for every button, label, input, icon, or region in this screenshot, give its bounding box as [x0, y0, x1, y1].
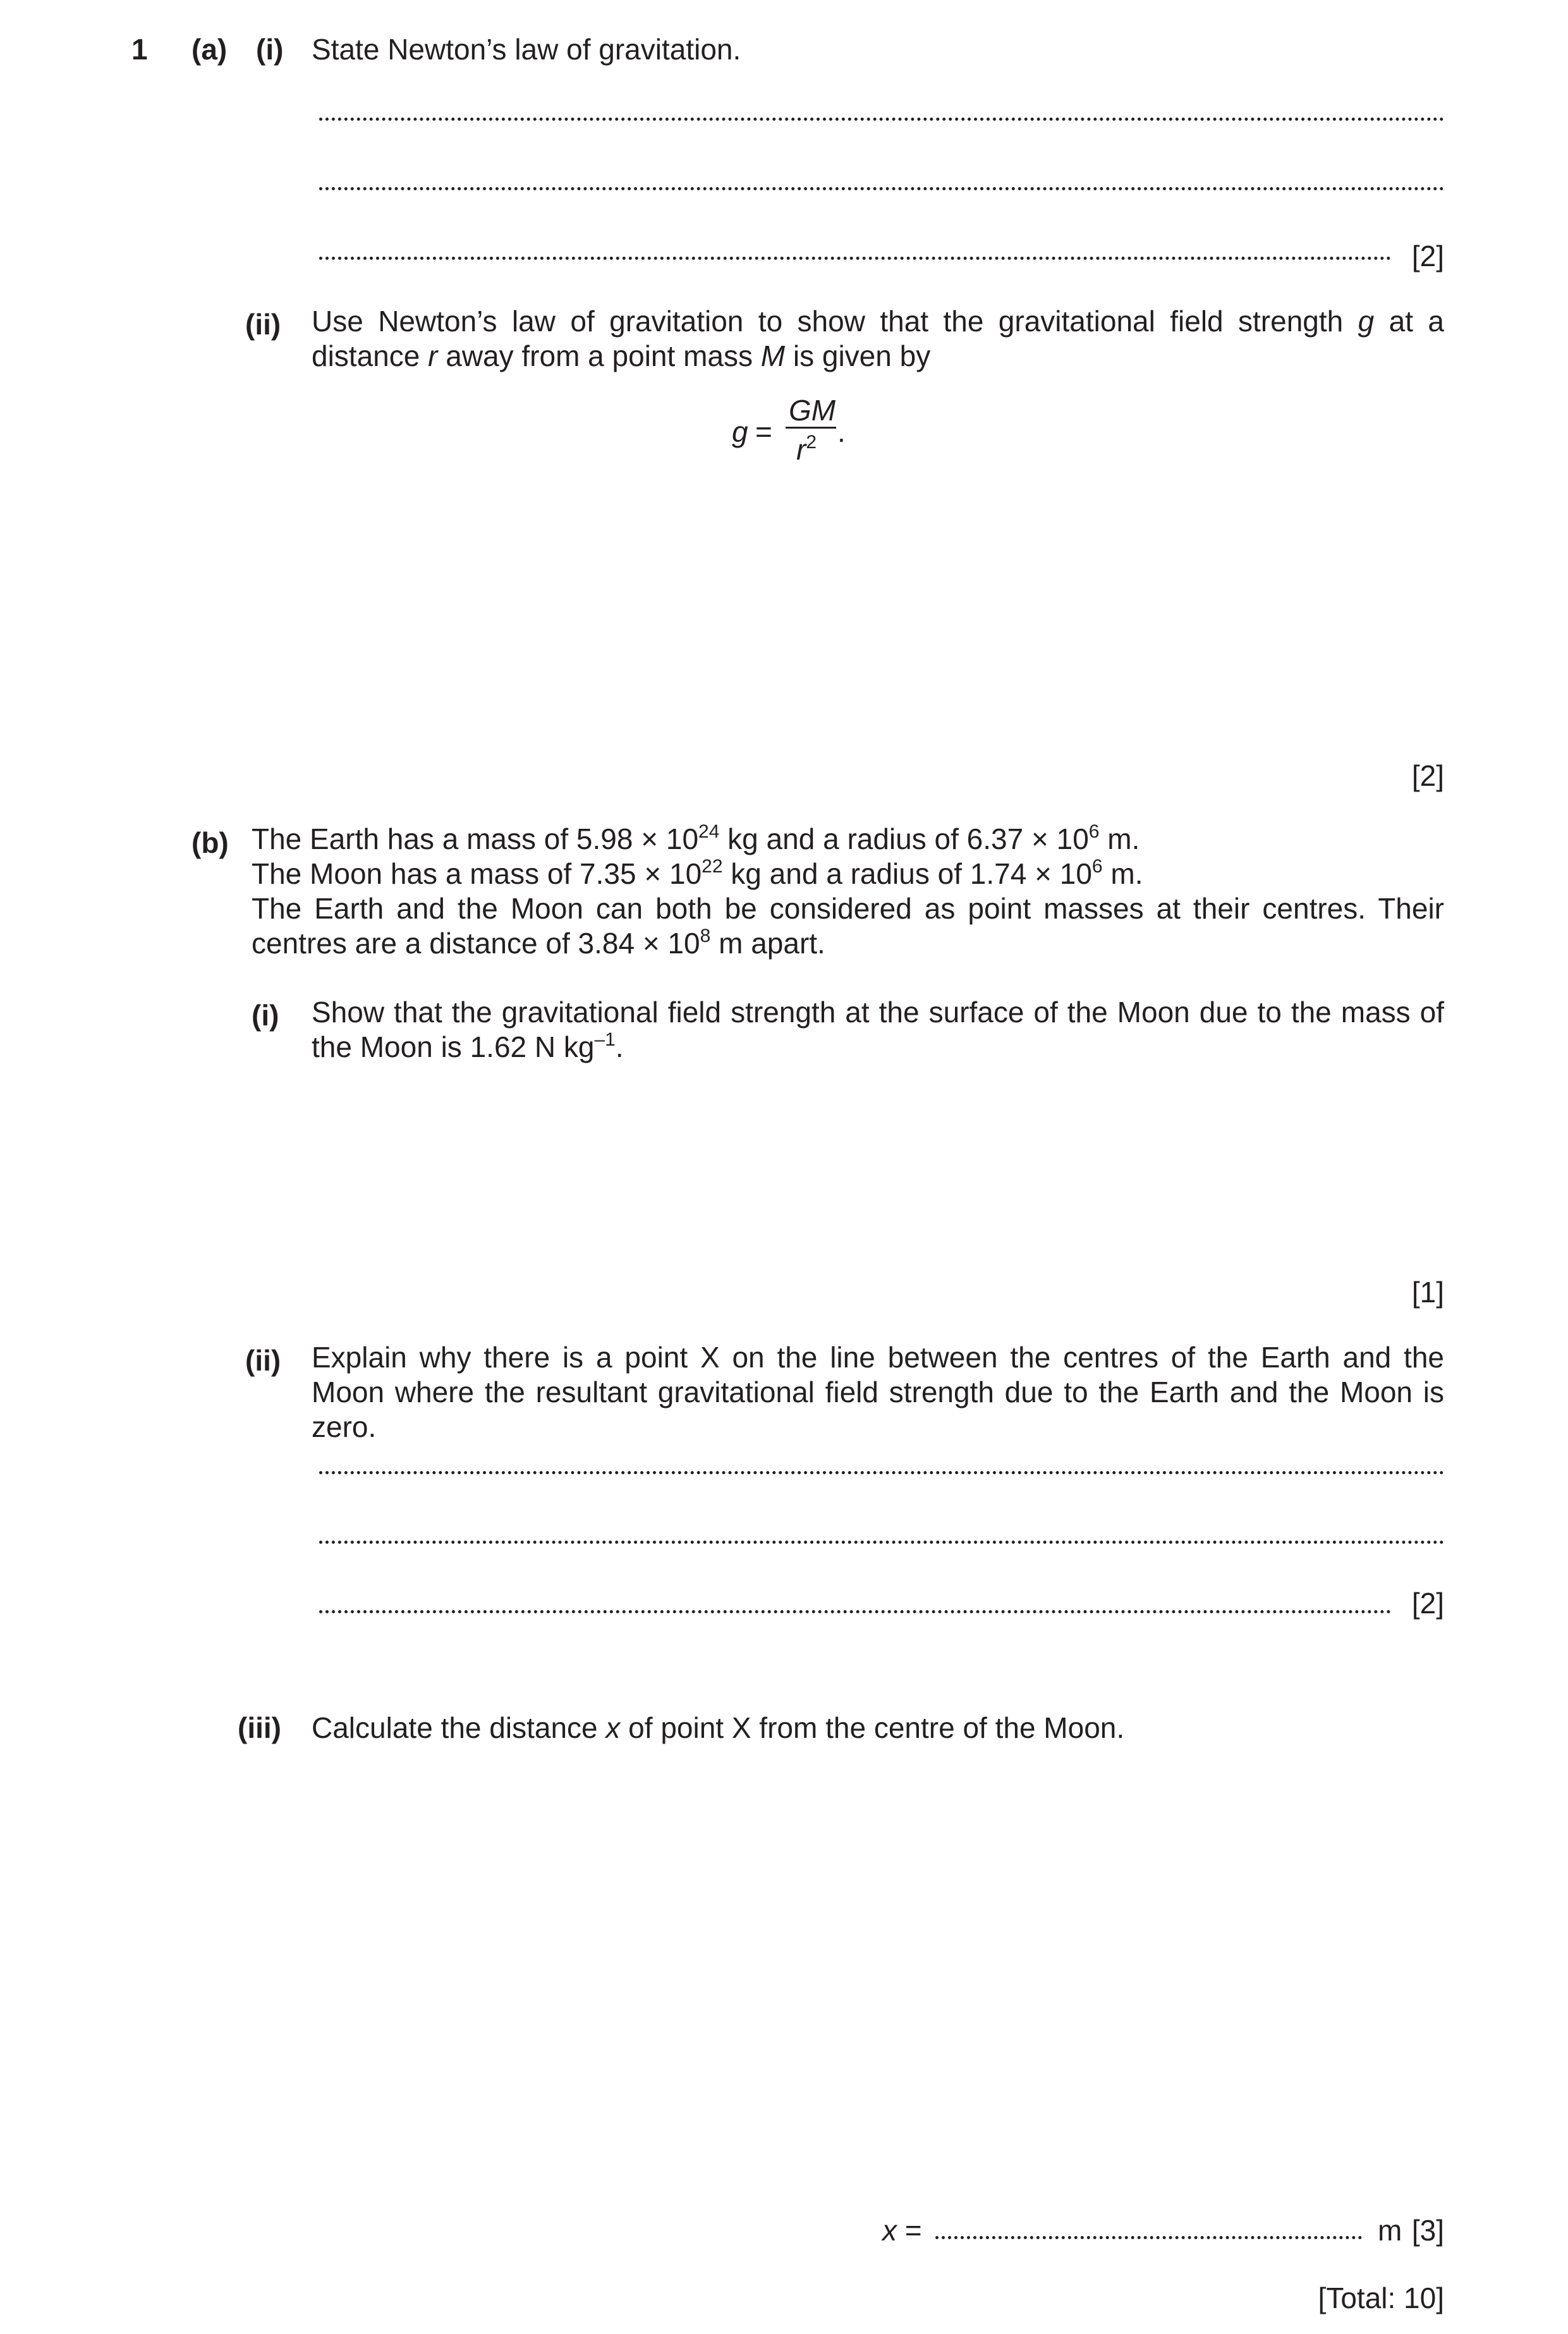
question-text: is given by [785, 339, 931, 372]
exponent: 8 [700, 926, 711, 946]
part-b-iii-question [312, 1713, 1124, 1742]
exponent: 24 [698, 821, 720, 842]
question-text: Calculate the distance [312, 1711, 606, 1744]
exponent: 6 [1088, 821, 1100, 842]
part-b-i-question [312, 995, 1444, 1065]
stem-text: m apart. [710, 927, 825, 960]
answer-line[interactable] [319, 1610, 1391, 1613]
mark-allocation: [3] [1411, 2214, 1444, 2247]
mark-allocation: [2] [1411, 759, 1444, 792]
stem-text: m. [1099, 822, 1140, 855]
part-b-line-3 [252, 891, 1444, 961]
part-b-line-1 [252, 822, 1444, 857]
symbol-x: x [605, 1711, 621, 1744]
answer-line[interactable] [319, 1471, 1444, 1474]
part-b-ii-question: Explain why there is a point X on the line between the centres of the Earth and the Moon where the resultant gravitational field strength due to the Earth and the Moon is zero. [312, 1341, 1444, 1443]
part-a-ii-label: (ii) [245, 308, 281, 341]
mark-allocation: [2] [1411, 1587, 1444, 1620]
symbol-r: r [428, 339, 438, 372]
equation-equals: = [755, 415, 772, 448]
stem-text: kg and a radius of 6.37 × 10 [719, 822, 1089, 855]
part-b-ii-label: (ii) [245, 1344, 281, 1377]
answer-unit: m [1378, 2214, 1402, 2247]
question-text: of point X from the centre of the Moon. [620, 1711, 1125, 1744]
equation-lhs: g [732, 415, 748, 448]
question-text: . [615, 1030, 624, 1063]
mark-allocation: [2] [1411, 240, 1444, 272]
exponent: 22 [702, 856, 723, 877]
part-b-iii-label: (iii) [238, 1711, 281, 1744]
question-number: 1 [131, 33, 148, 66]
exponent: 6 [1091, 856, 1103, 877]
question-text: Use Newton’s law of gravitation to show that the gravitational field strength [312, 305, 1358, 338]
question-text: at a distance [312, 305, 1444, 372]
answer-variable: x [882, 2214, 897, 2247]
part-a-i-question: State Newton’s law of gravitation. [312, 33, 741, 66]
part-b-label: (b) [191, 826, 229, 859]
stem-text: The Earth and the Moon can both be considered as point masses at their centres. Their centres are a distance of 3.84 × 10 [252, 892, 1444, 960]
denominator-exponent: 2 [806, 432, 817, 453]
stem-text: kg and a radius of 1.74 × 10 [722, 857, 1092, 890]
equation-numerator: GM [789, 394, 836, 427]
part-a-label: (a) [191, 33, 228, 66]
question-text: Show that the gravitational field strength at the surface of the Moon due to the mass of the Moon is 1.62 N kg [312, 996, 1444, 1063]
answer-line[interactable] [319, 1541, 1444, 1544]
exponent: –1 [594, 1029, 616, 1050]
answer-line[interactable] [319, 187, 1444, 190]
equation-denominator [796, 432, 817, 466]
part-b-line-2 [252, 857, 1444, 891]
answer-line[interactable] [319, 118, 1444, 121]
answer-prompt [882, 2216, 922, 2245]
stem-text: The Earth has a mass of 5.98 × 10 [252, 822, 699, 855]
stem-text: The Moon has a mass of 7.35 × 10 [252, 857, 702, 890]
mark-allocation: [1] [1411, 1276, 1444, 1309]
fraction-bar [786, 427, 836, 429]
part-b-i-label: (i) [252, 999, 279, 1032]
answer-line[interactable] [319, 257, 1391, 260]
part-a-ii-question [312, 304, 1444, 374]
part-a-i-label: (i) [256, 33, 284, 66]
stem-text: m. [1102, 857, 1143, 890]
total-marks: [Total: 10] [1318, 2282, 1444, 2314]
symbol-g: g [1358, 305, 1375, 338]
question-text: away from a point mass [437, 339, 761, 372]
equation-period: . [837, 415, 846, 448]
answer-equals: = [904, 2214, 922, 2247]
denominator-base: r [796, 433, 806, 466]
symbol-M: M [760, 339, 786, 372]
answer-line[interactable] [935, 2236, 1362, 2239]
